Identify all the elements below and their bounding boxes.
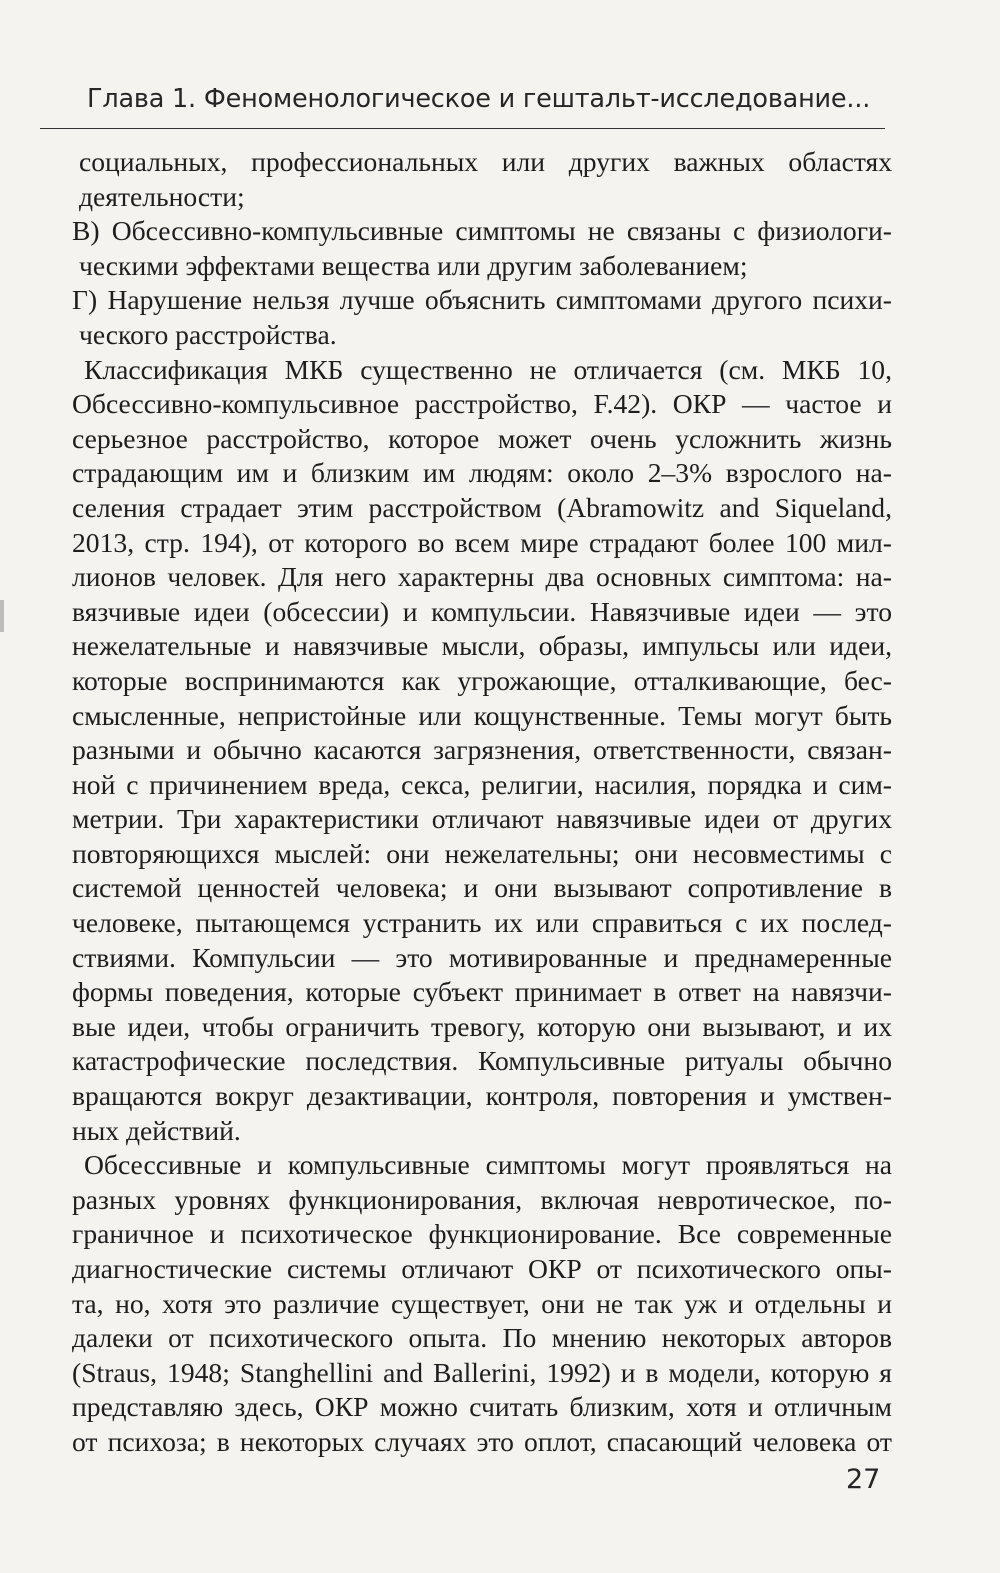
text-line: вязчивые идеи (обсессии) и компульсии. Навязчивые идеи — это xyxy=(72,595,892,627)
text-line: ческими эффектами вещества или другим заболеванием; xyxy=(79,249,748,281)
text-line: от психоза; в некоторых случаях это оплот, спасающий человека от xyxy=(72,1425,892,1457)
text-line: вращаются вокруг дезактивации, контроля, повторения и умствен- xyxy=(72,1080,892,1112)
text-line: та, но, хотя это различие существует, они не так уж и отдельны и xyxy=(72,1287,892,1319)
text-line: 2013, стр. 194), от которого во всем мире страдают более 100 мил- xyxy=(72,526,892,558)
text-line: смысленные, непристойные или кощунственные. Темы могут быть xyxy=(72,699,892,731)
text-line: формы поведения, которые субъект принимает в ответ на навязчи- xyxy=(72,976,892,1008)
text-line: лионов человек. Для него характерны два основных симптома: на- xyxy=(72,561,892,593)
text-line: Классификация МКБ существенно не отличается (см. МКБ 10, xyxy=(84,353,892,385)
body-text xyxy=(72,145,892,1460)
text-line: граничное и психотическое функционирование. Все современные xyxy=(72,1218,892,1250)
text-line: разных уровнях функционирования, включая невротическое, по- xyxy=(72,1183,892,1215)
text-line: ных действий. xyxy=(72,1114,241,1146)
text-line: которые воспринимаются как угрожающие, отталкивающие, бес- xyxy=(72,664,892,696)
text-line: (Straus, 1948; Stanghellini and Ballerini, 1992) и в модели, которую я xyxy=(72,1356,892,1388)
text-line: селения страдает этим расстройством (Abramowitz and Siqueland, xyxy=(72,491,892,523)
running-header: Глава 1. Феноменологическое и гештальт-исследование... xyxy=(87,84,871,114)
text-line: представляю здесь, ОКР можно считать близким, хотя и отличным xyxy=(72,1391,892,1423)
text-line: человеке, пытающемся устранить их или справиться с их послед- xyxy=(72,907,892,939)
text-line: метрии. Три характеристики отличают навязчивые идеи от других xyxy=(72,803,892,835)
scan-edge-mark xyxy=(0,600,4,632)
text-line: диагностические системы отличают ОКР от психотического опы- xyxy=(72,1253,892,1284)
text-line: далеки от психотического опыта. По мнению некоторых авторов xyxy=(72,1322,892,1354)
header-divider xyxy=(40,128,885,129)
text-line: Обсессивные и компульсивные симптомы могут проявляться на xyxy=(84,1149,892,1181)
text-line: разными и обычно касаются загрязнения, ответственности, связан- xyxy=(72,734,892,766)
text-line: Обсессивно-компульсивное расстройство, F.42). ОКР — частое и xyxy=(72,388,892,420)
text-line: Г) Нарушение нельзя лучше объяснить симптомами другого психи- xyxy=(72,284,892,316)
page-number: 27 xyxy=(846,1464,881,1495)
text-line: вые идеи, чтобы ограничить тревогу, которую они вызывают, и их xyxy=(72,1010,892,1042)
text-line: ствиями. Компульсии — это мотивированные и преднамеренные xyxy=(72,941,892,973)
text-line: серьезное расстройство, которое может очень усложнить жизнь xyxy=(72,422,892,454)
text-line: системой ценностей человека; и они вызывают сопротивление в xyxy=(72,872,892,904)
text-line: страдающим им и близким им людям: около 2–3% взрослого на- xyxy=(72,457,892,489)
text-line: социальных, профессиональных или других важных областях xyxy=(79,146,892,177)
text-line: деятельности; xyxy=(79,180,245,212)
text-line: ной с причинением вреда, секса, религии, насилия, порядка и сим- xyxy=(72,768,892,800)
text-line: катастрофические последствия. Компульсивные ритуалы обычно xyxy=(72,1045,892,1077)
text-line: повторяющихся мыслей: они нежелательны; они несовместимы с xyxy=(72,837,892,869)
text-line: нежелательные и навязчивые мысли, образы, импульсы или идеи, xyxy=(72,630,892,662)
text-line: В) Обсессивно-компульсивные симптомы не связаны с физиологи- xyxy=(72,215,892,247)
text-line: ческого расстройства. xyxy=(79,318,337,350)
